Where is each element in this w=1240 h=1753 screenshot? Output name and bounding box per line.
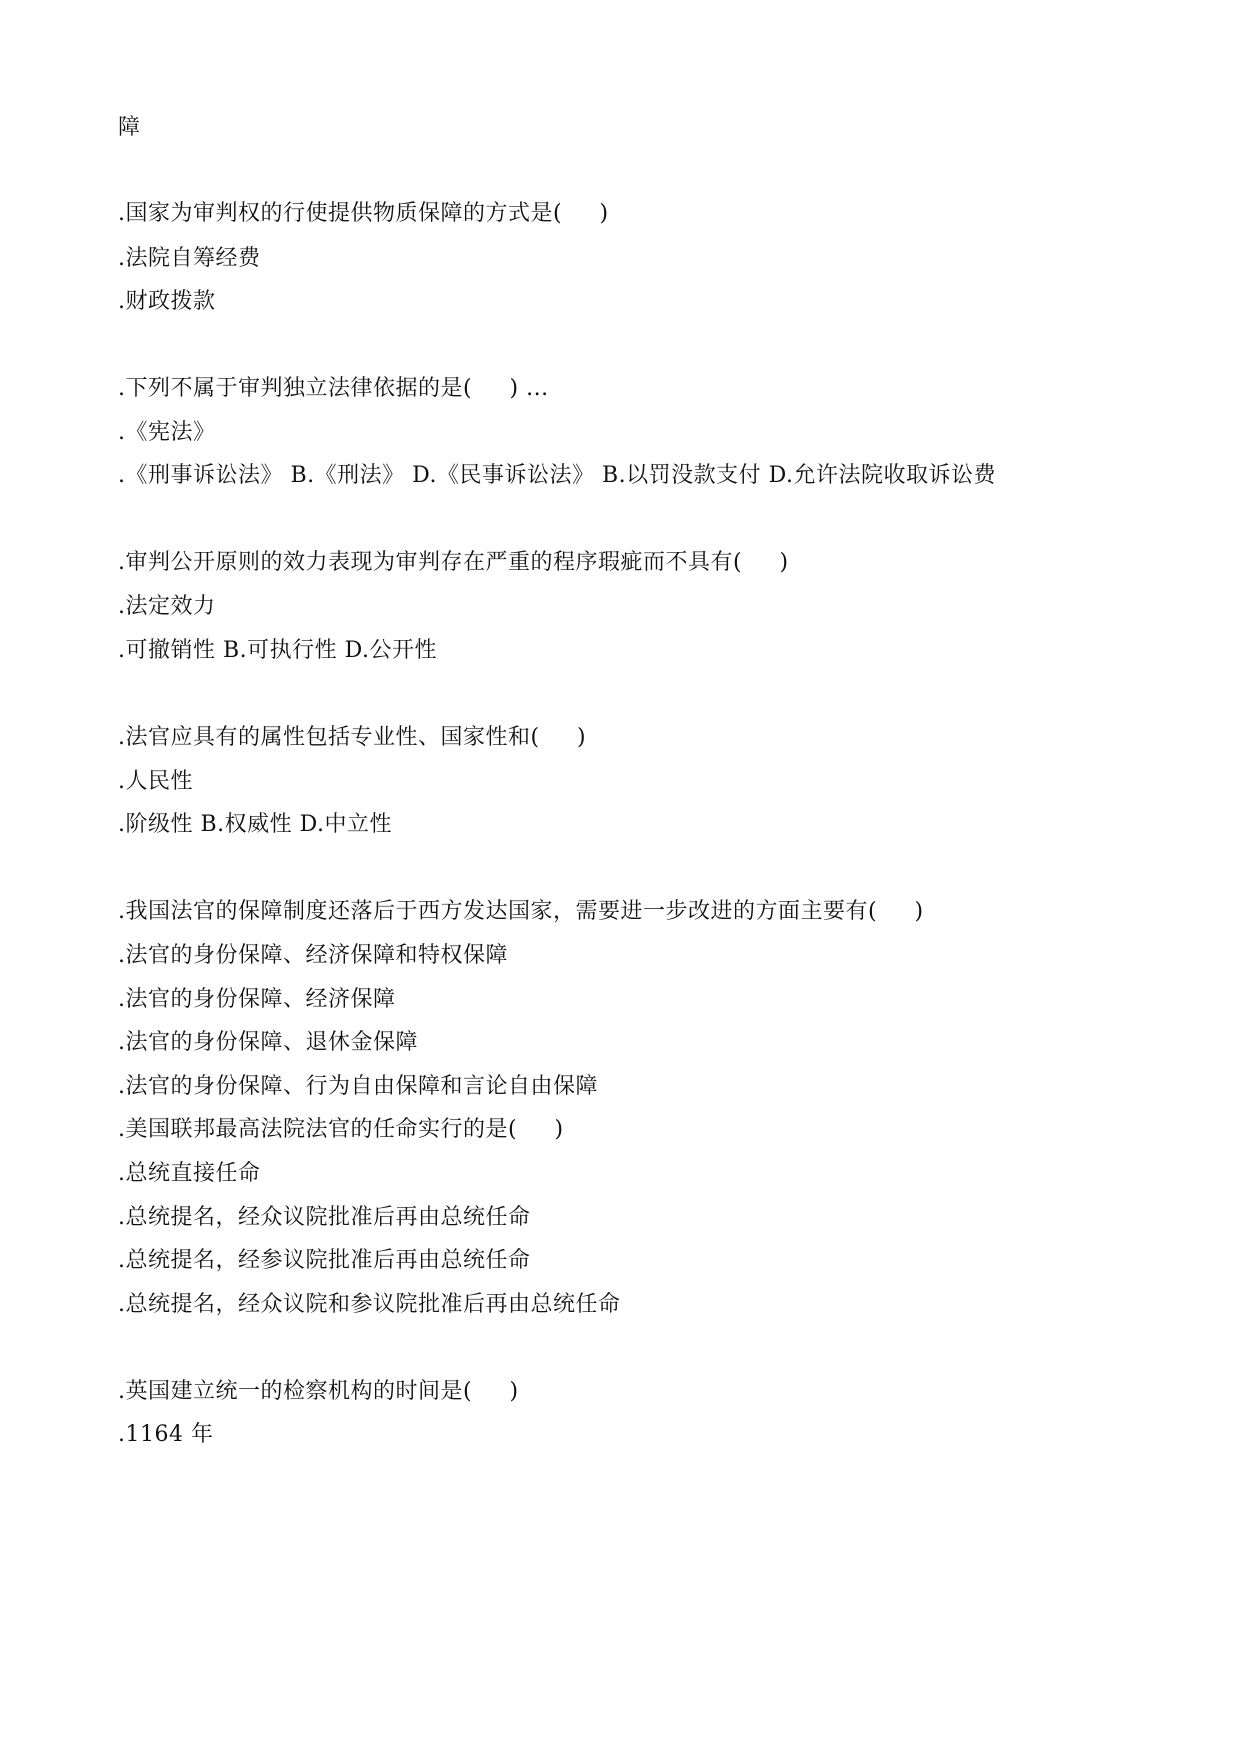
option-line: .1164 年 xyxy=(118,1422,214,1447)
option-line: .法官的身份保障、经济保障 xyxy=(118,987,396,1012)
text-line: 障 xyxy=(118,115,141,140)
option-line: .总统提名，经众议院和参议院批准后再由总统任命 xyxy=(118,1292,621,1317)
option-line: .法官的身份保障、行为自由保障和言论自由保障 xyxy=(118,1074,598,1099)
option-line: .法官的身份保障、经济保障和特权保障 xyxy=(118,943,508,968)
option-line: .总统提名，经参议院批准后再由总统任命 xyxy=(118,1248,531,1273)
question-2: .下列不属于审判独立法律依据的是( ) ... xyxy=(118,376,549,401)
question-7: .英国建立统一的检察机构的时间是( ) xyxy=(118,1379,519,1404)
question-6: .美国联邦最高法院法官的任命实行的是( ) xyxy=(118,1117,564,1142)
option-line: .法定效力 xyxy=(118,594,216,619)
question-3: .审判公开原则的效力表现为审判存在严重的程序瑕疵而不具有( ) xyxy=(118,550,789,575)
option-line: .总统直接任命 xyxy=(118,1161,261,1186)
question-5: .我国法官的保障制度还落后于西方发达国家，需要进一步改进的方面主要有( ) xyxy=(118,899,924,924)
option-line: .人民性 xyxy=(118,769,193,794)
option-line: .法官的身份保障、退休金保障 xyxy=(118,1030,418,1055)
option-line: .阶级性 B.权威性 D.中立性 xyxy=(118,812,392,837)
option-line: .《刑事诉讼法》 B.《刑法》 D.《民事诉讼法》 B.以罚没款支付 D.允许法院收取诉讼费 xyxy=(118,463,996,488)
option-line: .总统提名，经众议院批准后再由总统任命 xyxy=(118,1205,531,1230)
option-line: .法院自筹经费 xyxy=(118,246,261,271)
option-line: .财政拨款 xyxy=(118,289,216,314)
question-4: .法官应具有的属性包括专业性、国家性和( ) xyxy=(118,725,587,750)
question-1: .国家为审判权的行使提供物质保障的方式是( ) xyxy=(118,201,609,226)
option-line: .《宪法》 xyxy=(118,420,216,445)
option-line: .可撤销性 B.可执行性 D.公开性 xyxy=(118,638,437,663)
